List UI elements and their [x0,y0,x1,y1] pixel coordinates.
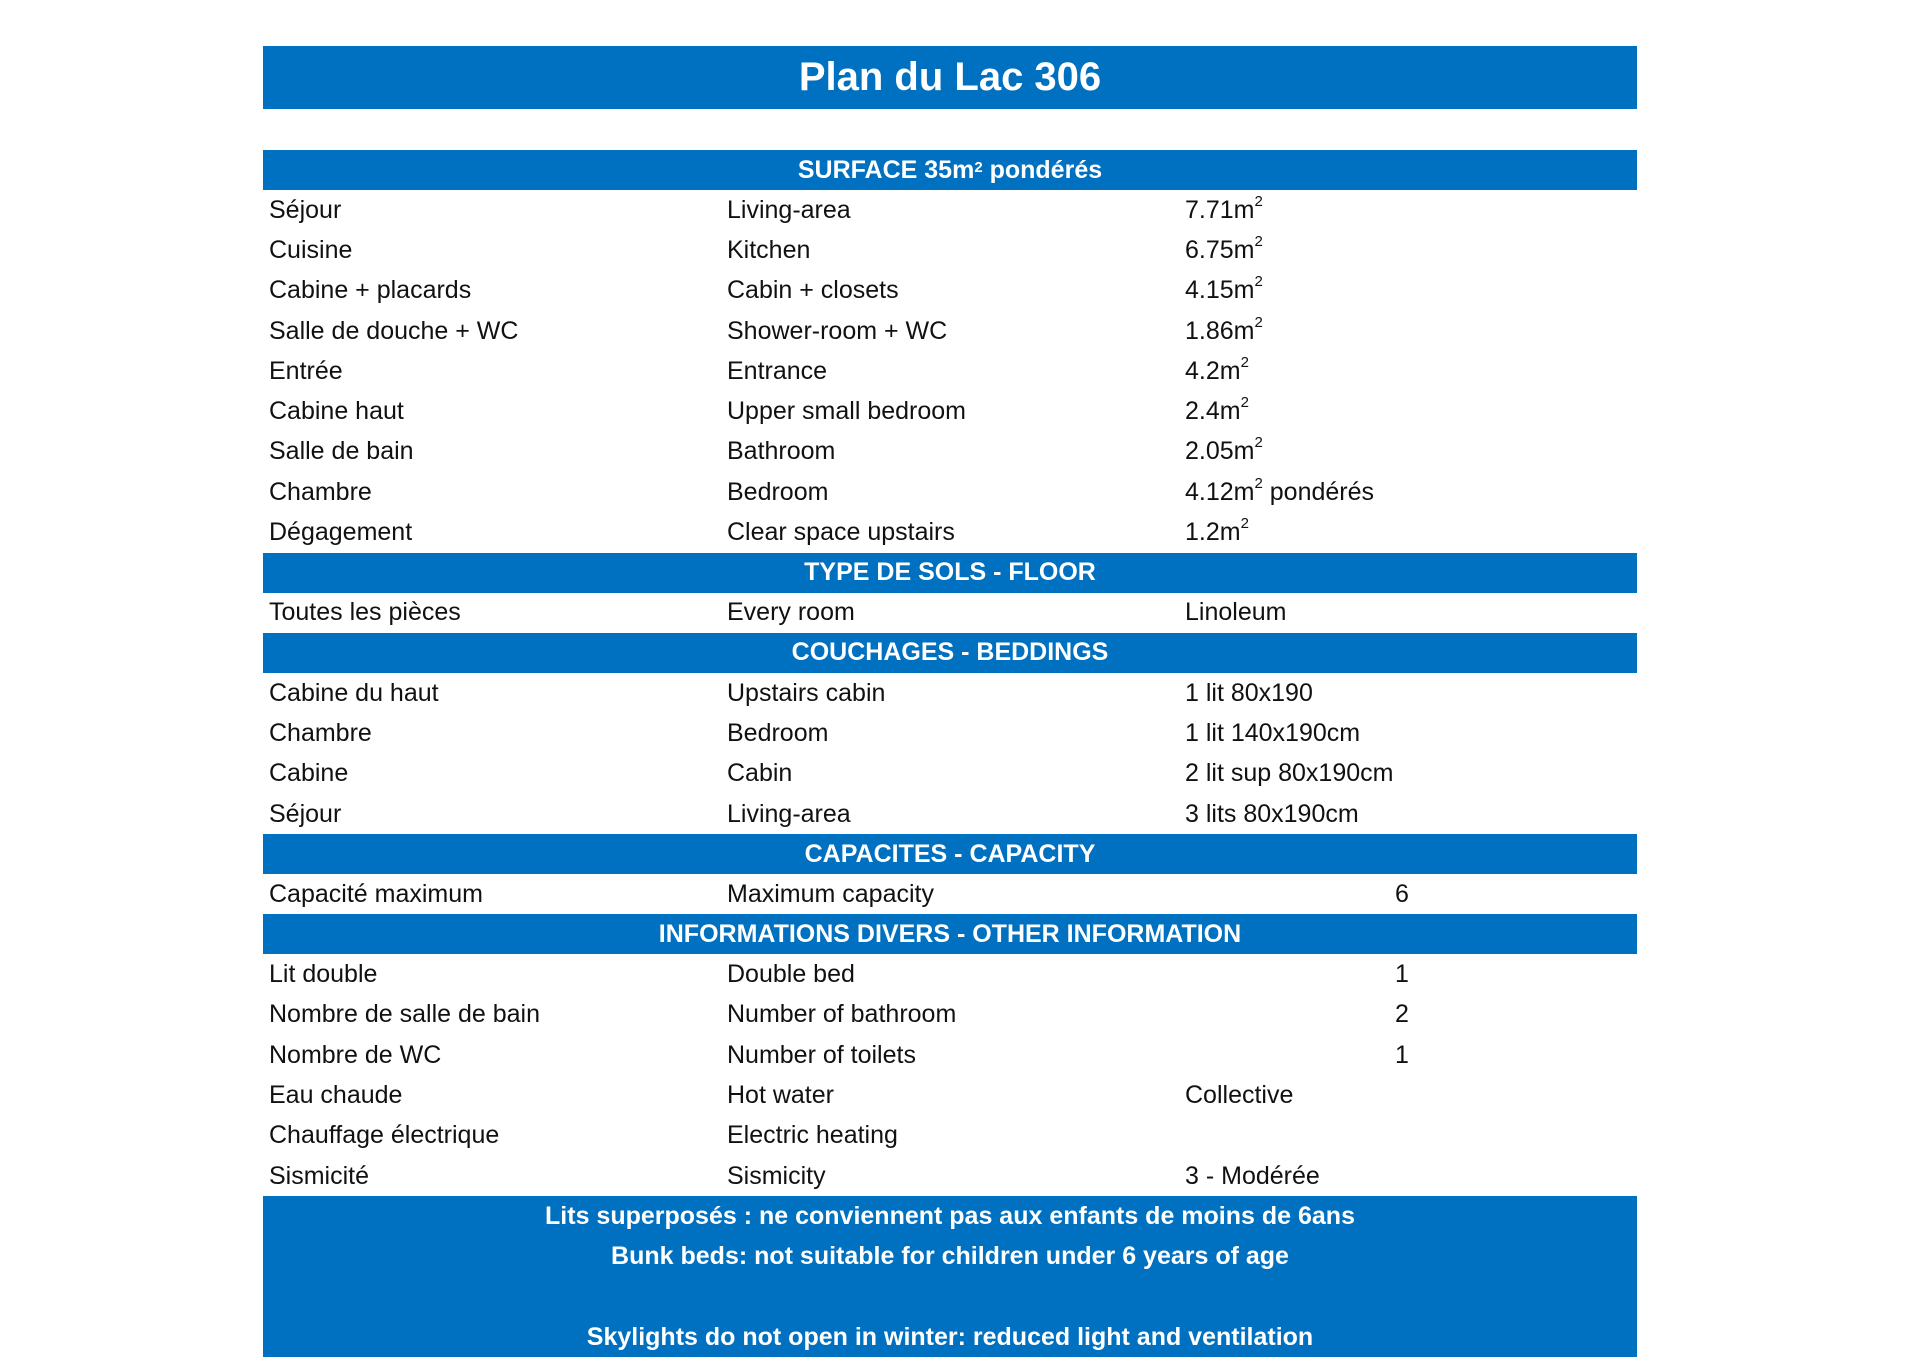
table-row [263,673,1637,713]
value-sup: 2 [1254,313,1263,331]
value-cell [1179,1081,1395,1110]
value-sup: 2 [1254,232,1263,250]
value-text: 3 - Modérée [1185,1161,1320,1190]
value-cell [1179,273,1395,305]
footer-line-3 [263,1277,1637,1317]
table-row [263,432,1637,472]
table-row [263,472,1637,512]
label-en: Cabin [727,759,793,788]
label-fr: Chambre [269,718,372,747]
label-en: Cabin + closets [727,276,899,305]
value-sup: 2 [1254,192,1263,210]
value-text: 2.4m [1185,397,1241,426]
label-en: Hot water [727,1080,834,1109]
table-row [263,271,1637,311]
value-text: 1.2m [1185,518,1241,547]
label-en: Living-area [727,195,851,224]
label-en: Sismicity [727,1161,826,1190]
label-fr: Séjour [269,799,342,828]
value-cell [1179,515,1395,547]
label-fr: Toutes les pièces [269,598,461,627]
value-cell [1179,719,1395,748]
other-info-header: INFORMATIONS DIVERS - OTHER INFORMATION [263,914,1637,954]
surface-rows [263,190,1637,553]
label-fr: Cabine + placards [269,276,472,305]
value-cell [1179,434,1395,466]
value-text: 1.86m [1185,316,1255,345]
surface-header-text: SURFACE 35m [797,155,975,184]
label-fr: Nombre de WC [269,1040,442,1069]
label-en: Double bed [727,960,855,989]
value-text: 7.71m [1185,195,1255,224]
footer-notice [263,1196,1637,1357]
floor-header: TYPE DE SOLS - FLOOR [263,553,1637,593]
label-fr: Cabine [269,759,349,788]
table-row [263,1035,1637,1075]
capacity-rows [263,874,1637,914]
label-en: Bedroom [727,718,829,747]
label-fr: Chambre [269,477,372,506]
table-row [263,713,1637,753]
value-text: 2.05m [1185,437,1255,466]
surface-header-suffix: pondérés [982,155,1103,184]
label-en: Bedroom [727,477,829,506]
surface-header [263,150,1637,190]
value-sup: 2 [1240,353,1249,371]
table-row [263,995,1637,1035]
capacity-header: CAPACITES - CAPACITY [263,834,1637,874]
value-text: 2 lit sup 80x190cm [1185,759,1394,788]
label-en: Clear space upstairs [727,518,955,547]
beddings-rows [263,673,1637,834]
value-cell [1179,394,1395,426]
label-fr: Salle de douche + WC [269,316,519,345]
label-fr: Cabine haut [269,397,404,426]
value-sup: 2 [1254,474,1263,492]
label-en: Bathroom [727,437,836,466]
table-row [263,1075,1637,1115]
label-en: Electric heating [727,1121,898,1150]
value-cell [1179,192,1395,225]
label-fr: Lit double [269,960,378,989]
label-en: Number of toilets [727,1040,916,1069]
label-en: Upstairs cabin [727,678,886,707]
spacer [263,109,1637,150]
value-cell [1179,800,1395,829]
surface-header-sup: 2 [974,158,983,176]
info-sheet [263,46,1637,1357]
table-row [263,754,1637,794]
value-sup: 2 [1240,515,1249,533]
value-sup: 2 [1254,434,1263,452]
value-sup: 2 [1254,273,1263,291]
table-row [263,230,1637,270]
footer-line-2: Bunk beds: not suitable for children under 6 years of age [611,1242,1289,1271]
label-fr: Chauffage électrique [269,1121,500,1150]
table-row [263,512,1637,552]
label-en: Number of bathroom [727,1000,957,1029]
count-cell: 6 [1395,879,1409,908]
label-en: Entrance [727,356,828,385]
value-cell [1179,1162,1395,1191]
table-row [263,593,1637,633]
value-text: 4.2m [1185,356,1241,385]
value-text: 6.75m [1185,235,1255,264]
label-fr: Nombre de salle de bain [269,1000,540,1029]
table-row [263,1116,1637,1156]
value-text: 1 lit 140x190cm [1185,718,1361,747]
label-en: Shower-room + WC [727,316,948,345]
table-row [263,794,1637,834]
label-fr: Eau chaude [269,1080,403,1109]
label-fr: Salle de bain [269,437,414,466]
label-en: Living-area [727,799,851,828]
label-fr: Entrée [269,356,343,385]
table-row [263,311,1637,351]
floor-rows [263,593,1637,633]
label-en: Every room [727,598,855,627]
table-row [263,190,1637,230]
label-fr: Cuisine [269,235,353,264]
value-text: 1 lit 80x190 [1185,678,1313,707]
table-row [263,391,1637,431]
value-cell [1179,679,1395,708]
table-row [263,874,1637,914]
label-fr: Capacité maximum [269,879,483,908]
value-sup: 2 [1240,394,1249,412]
table-row [263,954,1637,994]
beddings-header: COUCHAGES - BEDDINGS [263,633,1637,673]
count-cell: 1 [1395,1040,1409,1069]
page-title: Plan du Lac 306 [263,46,1637,109]
label-fr: Dégagement [269,518,413,547]
other-info-rows [263,954,1637,1196]
table-row [263,1156,1637,1196]
count-cell: 2 [1395,1000,1409,1029]
value-text: 3 lits 80x190cm [1185,799,1359,828]
label-fr: Séjour [269,195,342,224]
value-suffix: pondérés [1262,477,1375,506]
label-en: Maximum capacity [727,879,934,908]
value-text: Linoleum [1185,598,1287,627]
footer-line-1: Lits superposés : ne conviennent pas aux enfants de moins de 6ans [545,1201,1355,1230]
value-text: 4.15m [1185,276,1255,305]
value-cell [1179,759,1395,788]
label-fr: Sismicité [269,1161,370,1190]
value-cell [1179,598,1395,627]
count-cell: 1 [1395,960,1409,989]
table-row [263,351,1637,391]
label-en: Upper small bedroom [727,397,966,426]
value-cell [1179,474,1395,507]
value-cell [1179,353,1395,386]
value-cell [1179,313,1395,346]
value-cell [1179,232,1395,265]
value-text: 4.12m [1185,477,1255,506]
footer-line-4: Skylights do not open in winter: reduced light and ventilation [586,1322,1314,1351]
label-fr: Cabine du haut [269,678,439,707]
value-text: Collective [1185,1080,1294,1109]
label-en: Kitchen [727,235,811,264]
